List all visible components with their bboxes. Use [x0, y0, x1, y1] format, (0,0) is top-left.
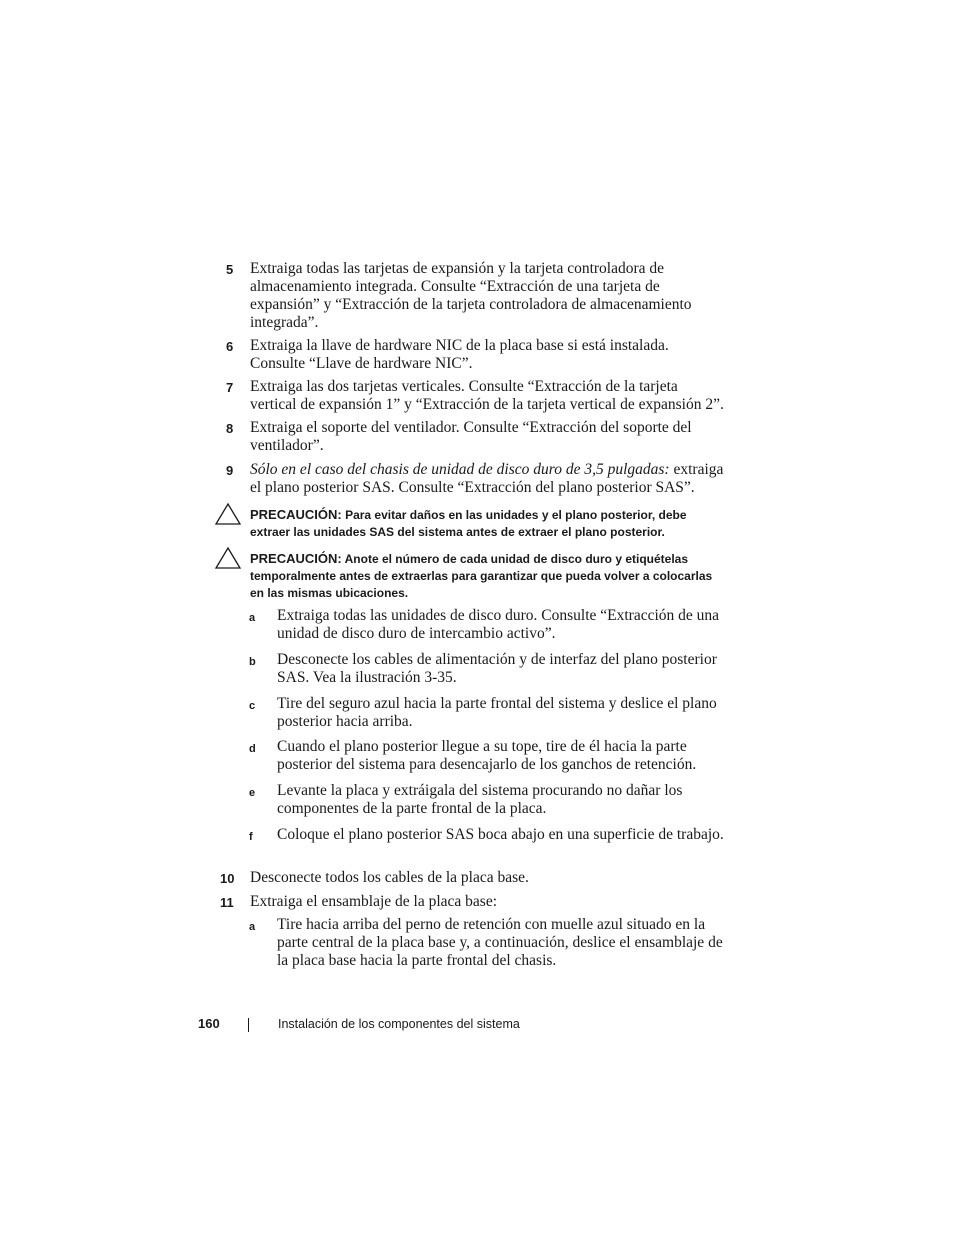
page-number: 160: [198, 1016, 220, 1031]
step-11: [220, 893, 726, 911]
step-number: 8: [226, 421, 234, 436]
caution-text: Para evitar daños en las unidades y el plano posterior, debe extraer las unidades SAS del sistema antes de extraer el plano posterior.: [250, 508, 687, 539]
substep-letter: b: [249, 656, 256, 668]
page-footer: [0, 1016, 954, 1036]
substep-9c: [249, 695, 729, 731]
step-text: Desconecte todos los cables de la placa base.: [250, 869, 529, 886]
substep-text: Coloque el plano posterior SAS boca abajo en una superficie de trabajo.: [277, 826, 724, 843]
step-text: Extraiga todas las tarjetas de expansión y la tarjeta controladora de almacenamiento integrada. Consulte “Extracción de una tarjeta de expansión” y “Extracción de la tarjeta controladora de almacenamiento integrada”.: [250, 260, 692, 331]
step-number: 11: [220, 895, 234, 910]
step-number: 7: [226, 380, 234, 395]
substep-letter: e: [249, 787, 256, 799]
substep-letter: d: [249, 743, 256, 755]
step-text: Extraiga el soporte del ventilador. Consulte “Extracción del soporte del ventilador”.: [250, 419, 692, 454]
step-text: Extraiga las dos tarjetas verticales. Consulte “Extracción de la tarjeta vertical de expansión 1” y “Extracción de la tarjeta vertical de expansión 2”.: [250, 378, 724, 413]
substep-text: Extraiga todas las unidades de disco duro. Consulte “Extracción de una unidad de disco duro de intercambio activo”.: [277, 607, 720, 642]
substep-text: Desconecte los cables de alimentación y de interfaz del plano posterior SAS. Vea la ilustración 3-35.: [277, 651, 717, 686]
step-text: Extraiga el ensamblaje de la placa base:: [250, 893, 498, 910]
footer-divider: [248, 1018, 249, 1032]
step-number: 6: [226, 339, 234, 354]
substep-9d: [249, 738, 729, 774]
step-8: [226, 419, 726, 455]
substep-text: Tire hacia arriba del perno de retención con muelle azul situado en la parte central de la placa base y, a continuación, deslice el ensamblaje de la placa base hacia la parte frontal del chasis.: [277, 916, 723, 969]
step-7: [226, 378, 726, 414]
substep-text: Levante la placa y extráigala del sistema procurando no dañar los componentes de la parte frontal de la placa.: [277, 782, 683, 817]
step-italic-prefix: Sólo en el caso del chasis de unidad de disco duro de 3,5 pulgadas:: [250, 461, 670, 478]
step-6: [226, 337, 726, 373]
step-text: [250, 461, 726, 497]
substep-letter: a: [249, 921, 256, 933]
substep-9b: [249, 651, 729, 687]
substep-11a: [249, 916, 729, 970]
step-number: 10: [220, 871, 235, 886]
substep-9f: [249, 826, 729, 844]
caution-label: PRECAUCIÓN:: [250, 551, 342, 566]
step-9: [226, 461, 726, 497]
substep-text: Cuando el plano posterior llegue a su tope, tire de él hacia la parte posterior del sistema para desencajarlo de los ganchos de retención.: [277, 738, 697, 773]
step-10: [220, 869, 726, 887]
step-text: Extraiga la llave de hardware NIC de la placa base si está instalada. Consulte “Llave de hardware NIC”.: [250, 337, 669, 372]
substep-9e: [249, 782, 729, 818]
caution-note-1: [214, 506, 724, 541]
caution-note-2: [214, 550, 724, 602]
step-text-rest: extraiga el plano posterior SAS. Consulte “Extracción del plano posterior SAS”.: [250, 461, 724, 496]
substep-9a: [249, 607, 729, 643]
step-number: 5: [226, 262, 234, 277]
substep-letter: a: [249, 612, 256, 624]
caution-label: PRECAUCIÓN:: [250, 507, 342, 522]
caution-triangle-icon: [214, 502, 242, 526]
caution-triangle-icon: [214, 546, 242, 570]
footer-section-title: Instalación de los componentes del sistema: [278, 1017, 520, 1031]
caution-text: Anote el número de cada unidad de disco duro y etiquételas temporalmente antes de extraerlas para garantizar que pueda volver a colocarlas en las mismas ubicaciones.: [250, 552, 713, 600]
substep-letter: c: [249, 700, 256, 712]
substep-letter: f: [249, 831, 253, 843]
substep-text: Tire del seguro azul hacia la parte frontal del sistema y deslice el plano posterior hacia arriba.: [277, 695, 717, 730]
step-number: 9: [226, 463, 234, 478]
step-5: [226, 260, 726, 332]
